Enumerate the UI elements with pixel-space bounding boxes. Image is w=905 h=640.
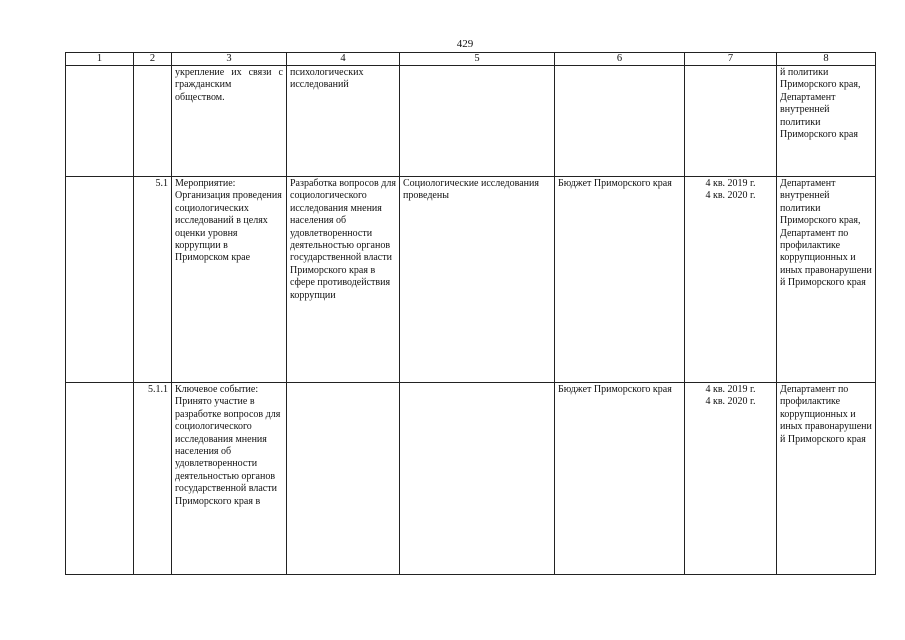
table-row [66,383,876,575]
cell-item-number: 5.1.1 [134,383,172,575]
cell-name: укрепление их связи с гражданским обществом. [172,66,287,177]
cell-responsible: й политики Приморского края, Департамент внутренней политики Приморского края [777,66,876,177]
cell-funding [555,66,685,177]
cell-col1 [66,383,134,575]
column-header: 3 [172,53,287,66]
column-header: 6 [555,53,685,66]
cell-name: Мероприятие: Организация проведения социологических исследований в целях оценки уровня коррупции в Приморском крае [172,177,287,383]
cell-col1 [66,66,134,177]
plan-table [65,52,876,575]
column-header: 2 [134,53,172,66]
column-header: 4 [287,53,400,66]
cell-item-number: 5.1 [134,177,172,383]
page-number: 429 [456,38,474,50]
cell-funding: Бюджет Приморского края [555,177,685,383]
cell-action [287,383,400,575]
column-header: 8 [777,53,876,66]
cell-col1 [66,177,134,383]
column-header: 1 [66,53,134,66]
cell-action: психологических исследований [287,66,400,177]
cell-action: Разработка вопросов для социологического исследования мнения населения об удовлетворенности деятельностью органов государственной власти Приморского края в сфере противодействия коррупции [287,177,400,383]
cell-result [400,383,555,575]
cell-result [400,66,555,177]
cell-period [685,66,777,177]
cell-funding: Бюджет Приморского края [555,383,685,575]
cell-period: 4 кв. 2019 г. 4 кв. 2020 г. [685,177,777,383]
cell-responsible: Департамент внутренней политики Приморского края, Департамент по профилактике коррупционных и иных правонарушени й Приморского края [777,177,876,383]
cell-name: Ключевое событие: Принято участие в разработке вопросов для социологического исследования мнения населения об удовлетворенности деятельностью органов государственной власти Приморского края в [172,383,287,575]
cell-item-number [134,66,172,177]
cell-period: 4 кв. 2019 г. 4 кв. 2020 г. [685,383,777,575]
table-row [66,66,876,177]
cell-responsible: Департамент по профилактике коррупционных и иных правонарушени й Приморского края [777,383,876,575]
table-row [66,177,876,383]
column-header: 5 [400,53,555,66]
cell-result: Социологические исследования проведены [400,177,555,383]
column-number-row [66,53,876,66]
column-header: 7 [685,53,777,66]
